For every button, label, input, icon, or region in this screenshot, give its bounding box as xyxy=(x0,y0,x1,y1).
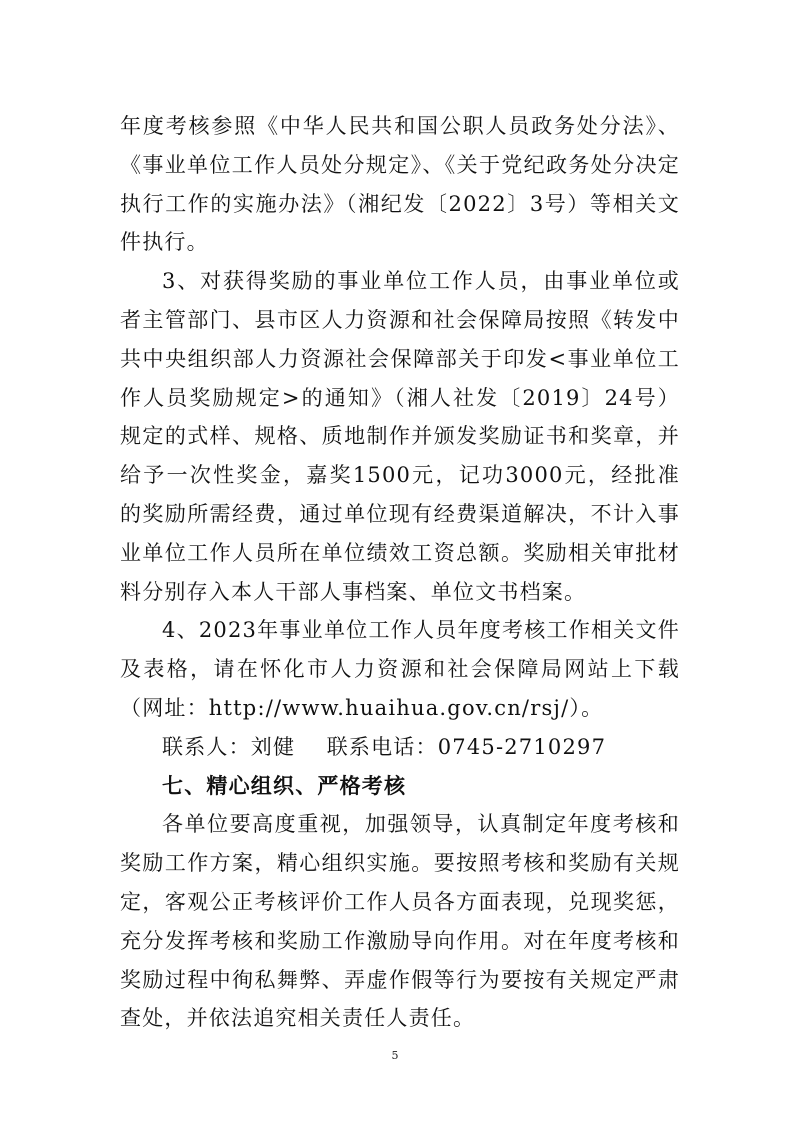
contact-line: 联系人：刘健 联系电话：0745-2710297 xyxy=(162,734,607,759)
section-heading: 七、精心组织、严格考核 xyxy=(162,773,407,798)
paragraph-continuation: 年度考核参照《中华人民共和国公职人员政务处分法》、《事业单位工作人员处分规定》、《关于党纪政务处分决定执行工作的实施办法》（湘纪发〔2022〕3号）等相关文件执行。 xyxy=(120,114,680,255)
paragraph-item-4: 4、2023年事业单位工作人员年度考核工作相关文件及表格，请在怀化市人力资源和社会保障局网站上下载（网址：http://www.huaihua.gov.cn/rsj/）。 xyxy=(120,618,680,720)
paragraph-item-3: 3、对获得奖励的事业单位工作人员，由事业单位或者主管部门、县市区人力资源和社会保障局按照《转发中共中央组织部人力资源社会保障部关于印发<事业单位工作人员奖励规定>的通知》（湘人社发〔2019〕24号）规定的式样、规格、质地制作并颁发奖励证书和奖章，并给予一次性奖金，嘉奖1500元，记功3000元，经批准的奖励所需经费，通过单位现有经费渠道解决，不计入事业单位工作人员所在单位绩效工资总额。奖励相关审批材料分别存入本人干部人事档案、单位文书档案。 xyxy=(120,269,680,604)
page-number: 5 xyxy=(391,1049,399,1062)
section-paragraph: 各单位要高度重视，加强领导，认真制定年度考核和奖励工作方案，精心组织实施。要按照考核和奖励有关规定，客观公正考核评价工作人员各方面表现，兑现奖惩，充分发挥考核和奖励工作激励导向作用。对在年度考核和奖励过程中徇私舞弊、弄虚作假等行为要按有关规定严肃查处，并依法追究相关责任人责任。 xyxy=(120,812,680,1031)
document-body xyxy=(120,107,680,1038)
